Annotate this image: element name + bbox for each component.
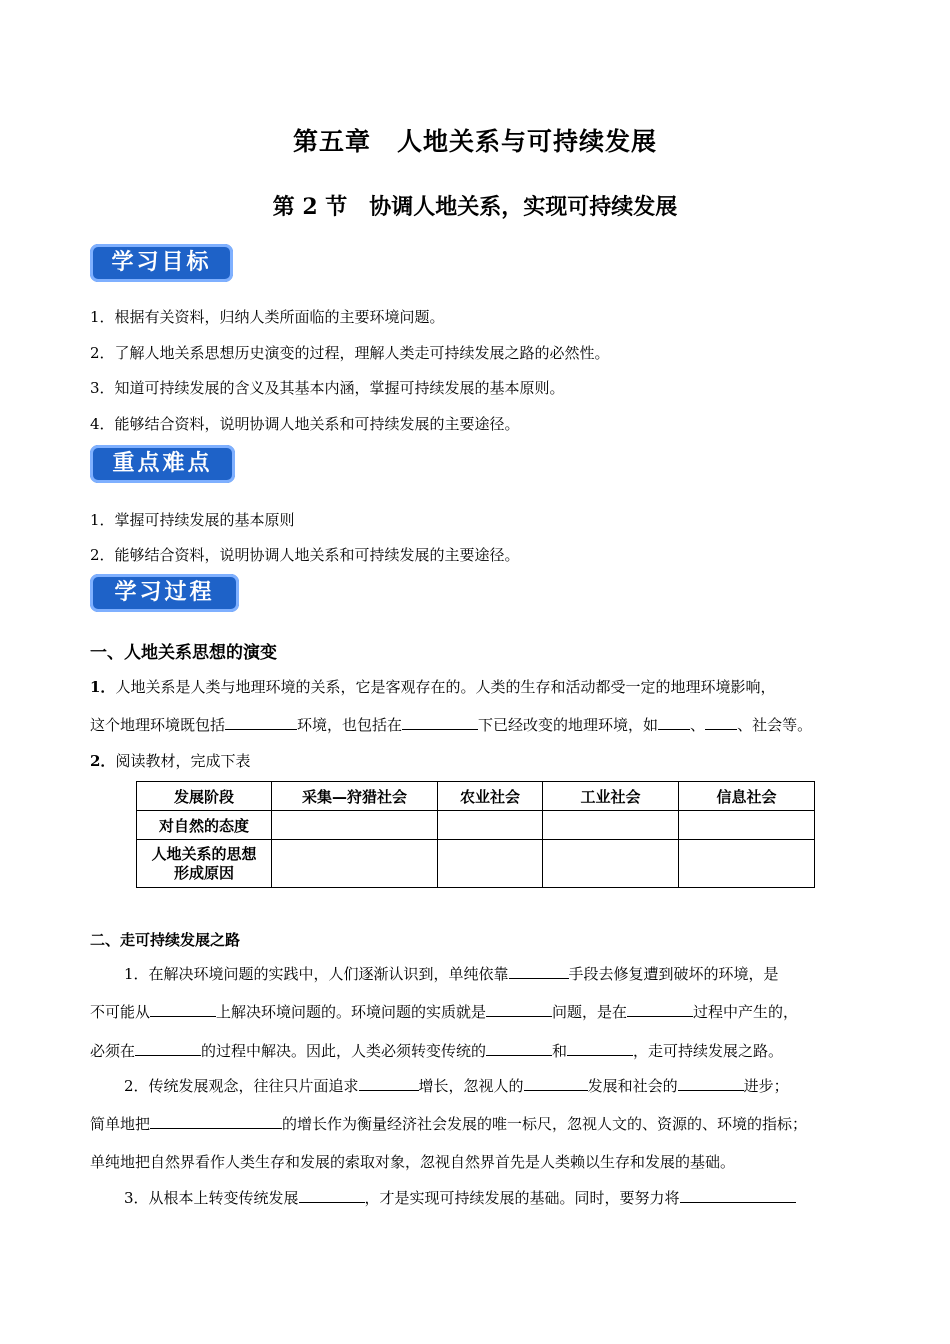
- stages-table: [136, 781, 815, 888]
- q1-line2: [90, 714, 812, 735]
- part1-heading: 一、人地关系思想的演变: [90, 643, 277, 663]
- section-title: 第 2 节 协调人地关系，实现可持续发展: [272, 194, 678, 220]
- chapter-title: 第五章 人地关系与可持续发展: [292, 127, 657, 156]
- fill-blank[interactable]: [486, 1041, 552, 1056]
- text: 的过程中解决。因此，人类必须转变传统的: [201, 1042, 487, 1060]
- text: 进步；: [743, 1077, 789, 1095]
- fill-blank[interactable]: [678, 1076, 744, 1091]
- key-points-badge: 重点难点: [90, 445, 235, 483]
- p1-line2: [90, 1001, 798, 1022]
- text: 、社会等。: [737, 716, 813, 734]
- fill-blank[interactable]: [524, 1076, 588, 1091]
- p2-line2: [90, 1113, 807, 1134]
- text: ，才是实现可持续发展的基础。同时，要努力将: [364, 1189, 680, 1207]
- objective-item: 3．知道可持续发展的含义及其基本内涵，掌握可持续发展的基本原则。: [90, 379, 565, 397]
- table-cell[interactable]: [438, 840, 543, 888]
- fill-blank[interactable]: [150, 1114, 282, 1129]
- p2-line1: [124, 1075, 789, 1096]
- p1-line1: [124, 963, 779, 984]
- row-label-line: 形成原因: [173, 863, 234, 882]
- text: 2．传统发展观念，往往只片面追求: [124, 1077, 359, 1095]
- q2-line: [90, 750, 250, 771]
- text: 问题，是在: [552, 1003, 628, 1021]
- text: 手段去修复遭到破坏的环境，是: [568, 965, 779, 983]
- text: 增长，忽视人的: [418, 1077, 524, 1095]
- table-cell[interactable]: [543, 840, 679, 888]
- text: 3．从根本上转变传统发展: [124, 1189, 299, 1207]
- table-cell[interactable]: [543, 811, 679, 840]
- fill-blank[interactable]: [658, 715, 690, 730]
- table-header: 采集—狩猎社会: [272, 782, 438, 811]
- text: 发展和社会的: [587, 1077, 678, 1095]
- fill-blank[interactable]: [705, 715, 737, 730]
- fill-blank[interactable]: [402, 715, 478, 730]
- text: 、: [690, 716, 706, 734]
- objective-item: 2．了解人地关系思想历史演变的过程，理解人类走可持续发展之路的必然性。: [90, 344, 610, 362]
- table-cell[interactable]: [272, 811, 438, 840]
- text: 1．在解决环境问题的实践中，人们逐渐认识到，单纯依靠: [124, 965, 509, 983]
- text: ，走可持续发展之路。: [633, 1042, 784, 1060]
- objectives-badge: 学习目标: [90, 244, 233, 282]
- text: 和: [552, 1042, 568, 1060]
- fill-blank[interactable]: [627, 1002, 693, 1017]
- part2-heading: 二、走可持续发展之路: [90, 931, 241, 949]
- fill-blank[interactable]: [509, 964, 569, 979]
- text: 不可能从: [90, 1003, 151, 1021]
- text: 下已经改变的地理环境，如: [478, 716, 659, 734]
- q1-text: 人地关系是人类与地理环境的关系，它是客观存在的。人类的生存和活动都受一定的地理环境影响，: [115, 678, 776, 696]
- text: 的增长作为衡量经济社会发展的唯一标尺，忽视人文的、资源的、环境的指标；: [282, 1115, 808, 1133]
- q2-number: 2．: [90, 752, 116, 770]
- key-point-item: 2．能够结合资料，说明协调人地关系和可持续发展的主要途径。: [90, 546, 520, 564]
- table-header: 工业社会: [543, 782, 679, 811]
- row-label-line: 人地关系的思想: [151, 844, 257, 863]
- text: 过程中产生的，: [693, 1003, 799, 1021]
- q2-text: 阅读教材，完成下表: [115, 752, 251, 770]
- fill-blank[interactable]: [680, 1188, 796, 1203]
- fill-blank[interactable]: [359, 1076, 419, 1091]
- table-cell[interactable]: [679, 811, 815, 840]
- text: 必须在: [90, 1042, 136, 1060]
- fill-blank[interactable]: [567, 1041, 633, 1056]
- p1-line3: [90, 1040, 783, 1061]
- table-cell[interactable]: [272, 840, 438, 888]
- key-point-item: 1．掌握可持续发展的基本原则: [90, 511, 295, 529]
- text: 上解决环境问题的。环境问题的实质就是: [216, 1003, 487, 1021]
- fill-blank[interactable]: [299, 1188, 365, 1203]
- table-cell[interactable]: [679, 840, 815, 888]
- row-label: [137, 840, 272, 888]
- table-cell[interactable]: [438, 811, 543, 840]
- fill-blank[interactable]: [486, 1002, 552, 1017]
- q1-line1: [90, 676, 775, 697]
- fill-blank[interactable]: [135, 1041, 201, 1056]
- fill-blank[interactable]: [150, 1002, 216, 1017]
- table-header: 信息社会: [679, 782, 815, 811]
- text: 这个地理环境既包括: [90, 716, 226, 734]
- p3-line1: [124, 1187, 796, 1208]
- row-label: 对自然的态度: [137, 811, 272, 840]
- objective-item: 1．根据有关资料，归纳人类所面临的主要环境问题。: [90, 308, 445, 326]
- process-badge: 学习过程: [90, 574, 239, 612]
- table-header: 发展阶段: [137, 782, 272, 811]
- objective-item: 4．能够结合资料，说明协调人地关系和可持续发展的主要途径。: [90, 415, 520, 433]
- q1-number: 1．: [90, 678, 116, 696]
- text: 简单地把: [90, 1115, 151, 1133]
- p2-line3: 单纯地把自然界看作人类生存和发展的索取对象，忽视自然界首先是人类赖以生存和发展的基础。: [90, 1153, 736, 1171]
- text: 环境，也包括在: [297, 716, 403, 734]
- fill-blank[interactable]: [225, 715, 297, 730]
- table-header: 农业社会: [438, 782, 543, 811]
